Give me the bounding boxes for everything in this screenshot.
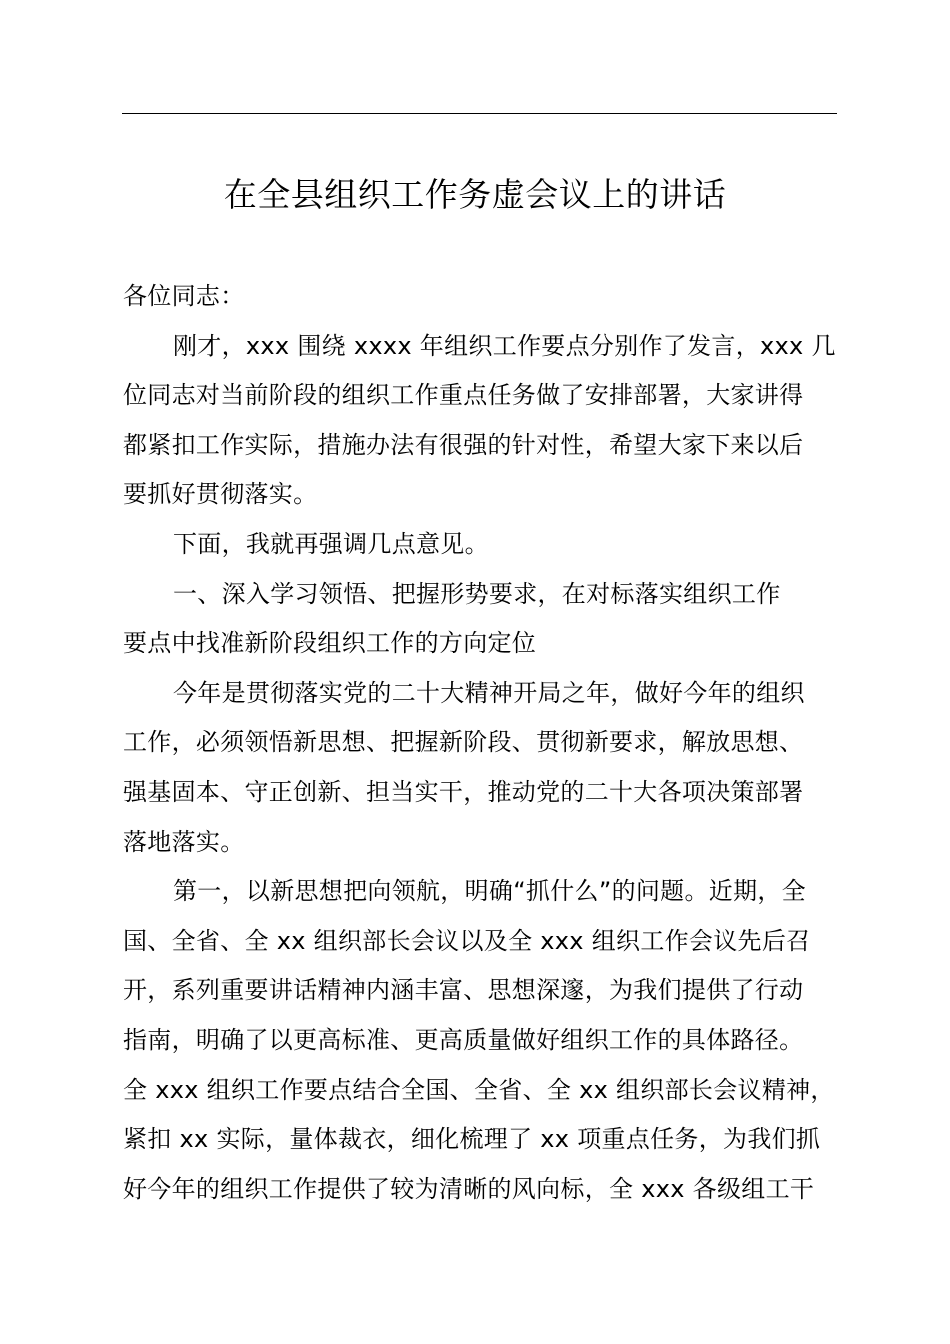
paragraph-line: 今年是贯彻落实党的二十大精神开局之年，做好今年的组织 (173, 678, 805, 707)
paragraph-line: 落地落实。 (123, 827, 245, 856)
paragraph-line: 强基固本、守正创新、担当实干，推动党的二十大各项决策部署 (123, 777, 804, 806)
paragraph-line: 工作，必须领悟新思想、把握新阶段、贯彻新要求，解放思想、 (123, 728, 804, 757)
paragraph-line: 刚才，xxx 围绕 xxxx 年组织工作要点分别作了发言，xxx 几 (173, 331, 836, 360)
paragraph-line: 全 xxx 组织工作要点结合全国、全省、全 xx 组织部长会议精神， (123, 1075, 835, 1104)
header-rule (122, 113, 837, 114)
salutation-line: 各位同志： (123, 282, 245, 310)
paragraph-line: 国、全省、全 xx 组织部长会议以及全 xxx 组织工作会议先后召 (123, 926, 811, 955)
section-heading-line: 要点中找准新阶段组织工作的方向定位 (123, 629, 537, 658)
paragraph-line: 开，系列重要讲话精神内涵丰富、思想深邃，为我们提供了行动 (123, 976, 804, 1005)
paragraph-line: 指南，明确了以更高标准、更高质量做好组织工作的具体路径。 (123, 1025, 804, 1054)
document-body (123, 272, 863, 1214)
document-title: 在全县组织工作务虚会议上的讲话 (223, 175, 727, 214)
paragraph-line: 紧扣 xx 实际，量体裁衣，细化梳理了 xx 项重点任务，为我们抓 (123, 1125, 821, 1154)
paragraph-line: 都紧扣工作实际，措施办法有很强的针对性，希望大家下来以后 (123, 430, 804, 459)
paragraph-line: 下面，我就再强调几点意见。 (173, 529, 489, 558)
paragraph-line: 要抓好贯彻落实。 (123, 480, 318, 509)
section-heading-line: 一、深入学习领悟、把握形势要求，在对标落实组织工作 (173, 579, 781, 608)
paragraph-line: 第一，以新思想把向领航，明确“抓什么”的问题。近期，全 (173, 877, 806, 906)
paragraph-line: 好今年的组织工作提供了较为清晰的风向标，全 xxx 各级组工干 (123, 1174, 815, 1203)
paragraph-line: 位同志对当前阶段的组织工作重点任务做了安排部署，大家讲得 (123, 381, 804, 410)
